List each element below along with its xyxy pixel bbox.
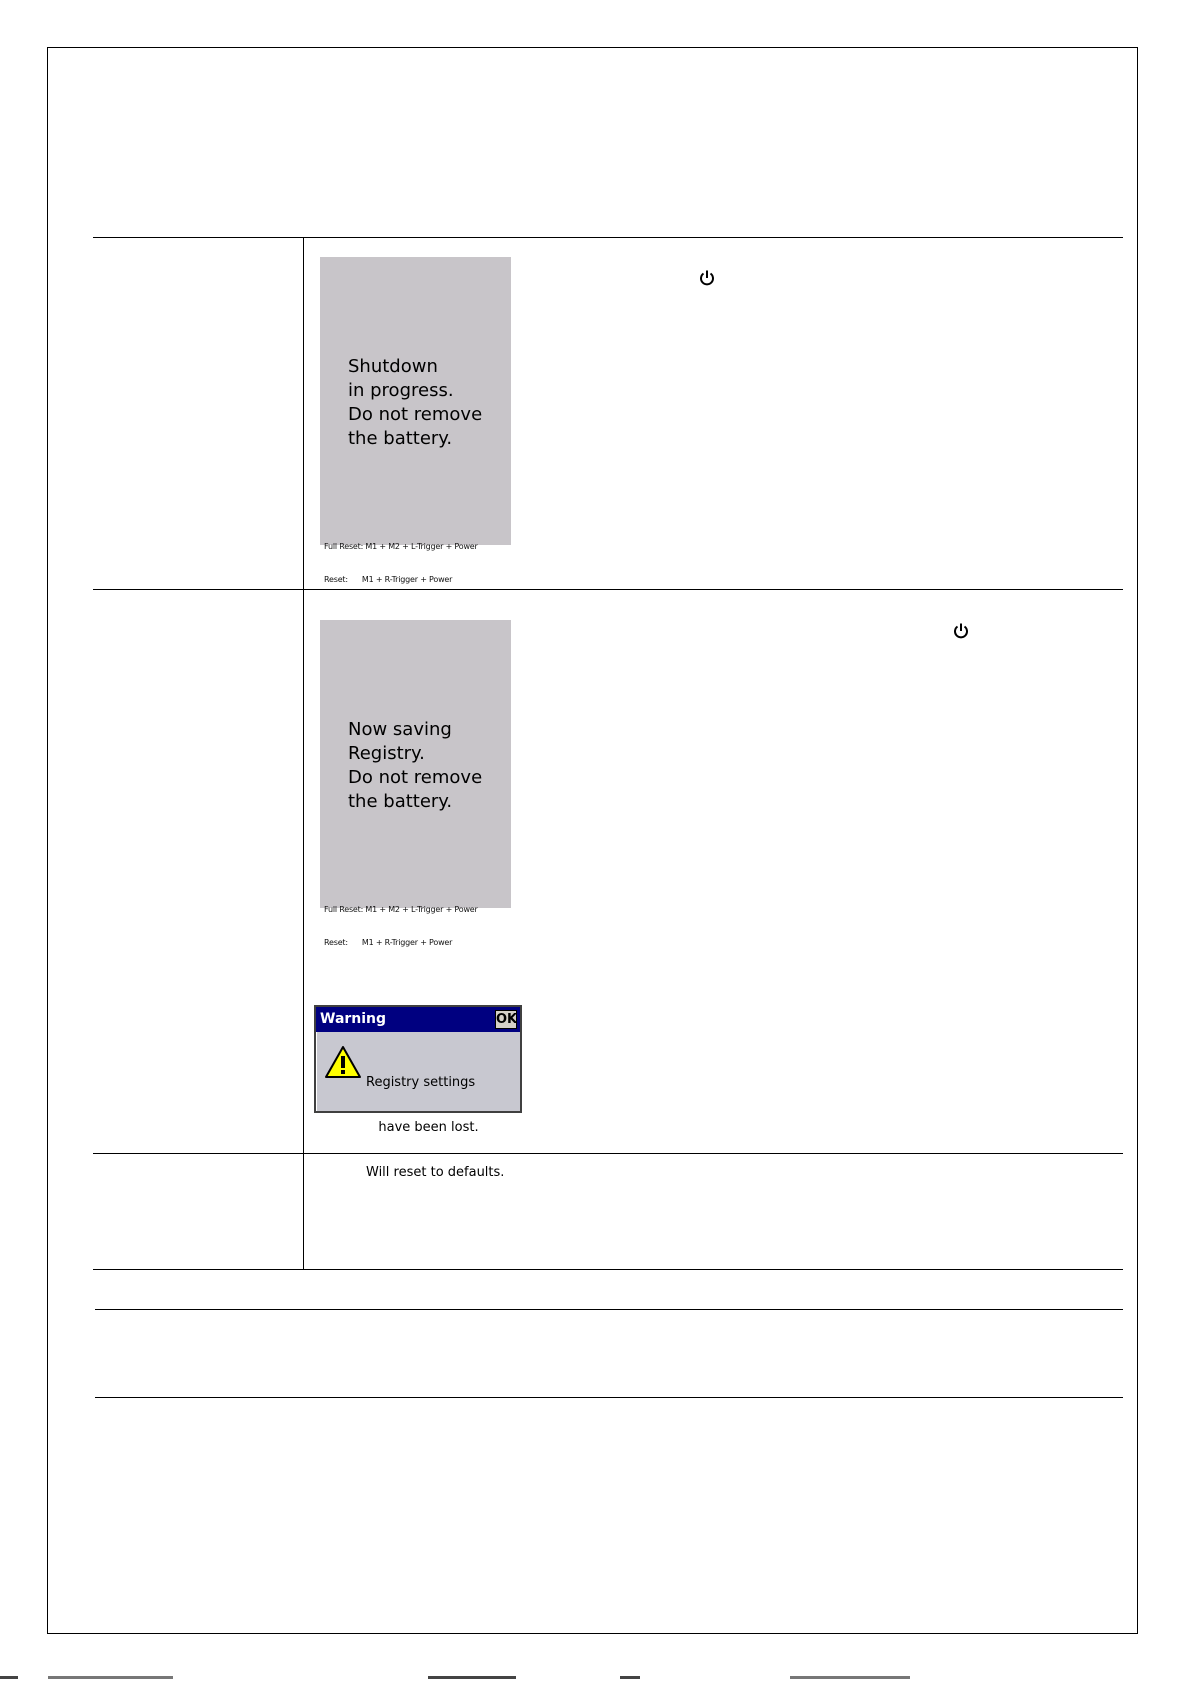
reset-hints	[324, 882, 478, 970]
saving-registry-screen	[320, 620, 511, 947]
power-icon	[952, 622, 970, 640]
warning-triangle-icon	[324, 1045, 362, 1079]
saving-registry-message	[348, 718, 482, 814]
power-icon	[698, 269, 716, 287]
scan-artifact	[620, 1676, 640, 1679]
scan-artifact	[790, 1676, 910, 1679]
full-reset-hint: Full Reset: M1 + M2 + L-Trigger + Power	[324, 905, 478, 914]
table-row-rule-2	[93, 1153, 1123, 1154]
note-bottom-rule	[95, 1397, 1123, 1398]
message-line: Do not remove	[348, 767, 483, 788]
message-line: Shutdown	[348, 356, 438, 377]
warning-dialog	[314, 1005, 522, 1180]
reset-hint: Reset: M1 + R-Trigger + Power	[324, 575, 453, 584]
full-reset-hint: Full Reset: M1 + M2 + L-Trigger + Power	[324, 542, 478, 551]
message-line: Registry settings	[366, 1075, 476, 1090]
message-line: Do not remove	[348, 404, 483, 425]
scan-artifact	[0, 1676, 18, 1679]
message-line: the battery.	[348, 428, 453, 449]
message-line: Will reset to defaults.	[366, 1165, 505, 1180]
message-line: Registry.	[348, 743, 425, 764]
table-top-rule	[93, 237, 1123, 238]
dialog-message	[366, 1045, 504, 1210]
message-line: Now saving	[348, 719, 452, 740]
page-frame	[47, 47, 1138, 1634]
dialog-titlebar	[316, 1007, 520, 1032]
table-row-rule-1	[93, 589, 1123, 590]
scan-artifact	[428, 1676, 516, 1679]
table-bottom-rule	[93, 1269, 1123, 1270]
message-line: the battery.	[348, 791, 453, 812]
message-line: in progress.	[348, 380, 454, 401]
shutdown-message	[348, 355, 482, 451]
ok-button[interactable]: OK	[496, 1012, 518, 1027]
message-line: have been lost.	[366, 1120, 479, 1135]
shutdown-screen	[320, 257, 511, 584]
note-top-rule	[95, 1309, 1123, 1310]
table-column-divider	[303, 237, 304, 1269]
reset-hints	[324, 519, 478, 607]
scan-artifact	[48, 1676, 173, 1679]
dialog-title: Warning	[320, 1011, 387, 1027]
reset-hint: Reset: M1 + R-Trigger + Power	[324, 938, 453, 947]
